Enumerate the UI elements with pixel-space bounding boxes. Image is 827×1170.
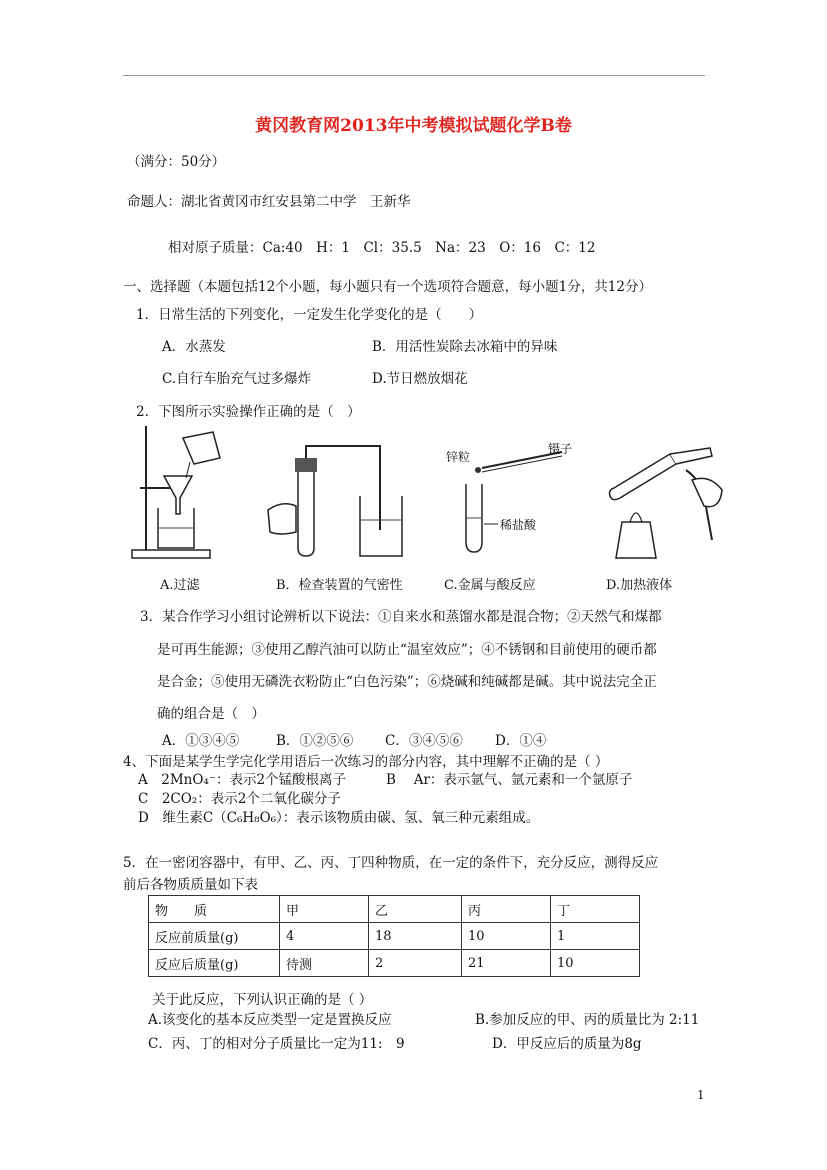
q1-option-c: C.自行车胎充气过多爆炸 (162, 371, 312, 387)
page-title: 黄冈教育网2013年中考模拟试题化学B卷 (255, 116, 572, 136)
table-cell: 物 质 (149, 896, 280, 923)
table-cell: 1 (551, 923, 640, 950)
atomic-masses: 相对原子质量：Ca:40 H：1 Cl：35.5 Na：23 O：16 C：12 (168, 240, 596, 256)
page-number: 1 (697, 1088, 705, 1102)
q1-option-b: B．用活性炭除去冰箱中的异味 (372, 339, 558, 355)
table-cell: 10 (462, 923, 551, 950)
table-cell: 18 (369, 923, 462, 950)
q5-option-b: B.参加反应的甲、丙的质量比为 2:11 (475, 1012, 700, 1028)
q5-stem: 关于此反应，下列认识正确的是（ ） (152, 992, 373, 1008)
q5-option-a: A.该变化的基本反应类型一定是置换反应 (148, 1012, 392, 1028)
section-heading: 一、选择题（本题包括12个小题，每小题只有一个选项符合题意，每小题1分，共12分） (123, 279, 652, 295)
figure-airtightness (262, 440, 412, 565)
caption-a: A.过滤 (160, 578, 200, 593)
table-cell: 21 (462, 950, 551, 977)
q5-option-c: C．丙、丁的相对分子质量比一定为11: 9 (148, 1036, 405, 1052)
q3-option-c: C．③④⑤⑥ (385, 733, 463, 749)
label-acid: 稀盐酸 (500, 518, 537, 532)
q4-option-c: C 2CO₂：表示2个二氧化碳分子 (138, 791, 341, 807)
author-line: 命题人：湖北省黄冈市红安县第二中学 王新华 (127, 194, 411, 210)
full-score: （满分：50分） (127, 154, 226, 170)
q3-line-1: 3．某合作学习小组讨论辨析以下说法：①自来水和蒸馏水都是混合物；②天然气和煤都 (140, 609, 662, 625)
table-row (149, 896, 640, 923)
q4-stem: 4、下面是某学生学完化学用语后一次练习的部分内容，其中理解不正确的是（ ） (123, 754, 609, 770)
label-zinc: 锌粒 (446, 450, 471, 464)
table-cell: 2 (369, 950, 462, 977)
q3-line-3: 是合金；⑤使用无磷洗衣粉防止“白色污染”；⑥烧碱和纯碱都是碱。其中说法完全正 (157, 674, 657, 690)
table-cell: 4 (280, 923, 369, 950)
table-row (149, 950, 640, 977)
q3-option-d: D．①④ (495, 733, 547, 749)
table-cell: 待测 (280, 950, 369, 977)
caption-d: D.加热液体 (606, 578, 673, 593)
q1-option-a: A．水蒸发 (162, 339, 226, 355)
table-cell: 乙 (369, 896, 462, 923)
table-row (149, 923, 640, 950)
table-cell: 反应后质量(g) (149, 950, 280, 977)
table-cell: 反应前质量(g) (149, 923, 280, 950)
q3-option-b: B．①②⑤⑥ (276, 733, 354, 749)
q5-line-1: 5．在一密闭容器中，有甲、乙、丙、丁四种物质，在一定的条件下，充分反应，测得反应 (123, 855, 659, 871)
q1-option-d: D.节日燃放烟花 (372, 371, 468, 387)
figure-filtration (128, 418, 228, 563)
q5-option-d: D．甲反应后的质量为8g (492, 1036, 642, 1052)
q2-stem: 2．下图所示实验操作正确的是（ ） (136, 404, 361, 420)
mass-table (148, 895, 640, 977)
q1-stem: 1．日常生活的下列变化，一定发生化学变化的是（ ） (136, 307, 483, 323)
table-cell: 甲 (280, 896, 369, 923)
caption-c: C.金属与酸反应 (444, 578, 536, 593)
caption-b: B．检查装置的气密性 (276, 578, 403, 593)
q3-line-4: 确的组合是（ ） (157, 706, 265, 722)
table-cell: 丙 (462, 896, 551, 923)
figure-heating-liquid (600, 440, 730, 565)
table-cell: 丁 (551, 896, 640, 923)
header-rule (123, 75, 705, 76)
label-tweezers: 镊子 (548, 442, 573, 456)
q4-option-b: B Ar：表示氩气、氩元素和一个氩原子 (386, 772, 633, 788)
q5-line-2: 前后各物质质量如下表 (123, 877, 258, 893)
q3-option-a: A．①③④⑤ (162, 733, 240, 749)
q4-option-a: A 2MnO₄⁻：表示2个锰酸根离子 (138, 772, 347, 788)
table-cell: 10 (551, 950, 640, 977)
q4-option-d: D 维生素C（C₆H₈O₆）：表示该物质由碳、氢、氧三种元素组成。 (138, 810, 540, 826)
q3-line-2: 是可再生能源；③使用乙醇汽油可以防止“温室效应”；④不锈钢和目前使用的硬币都 (157, 642, 657, 658)
